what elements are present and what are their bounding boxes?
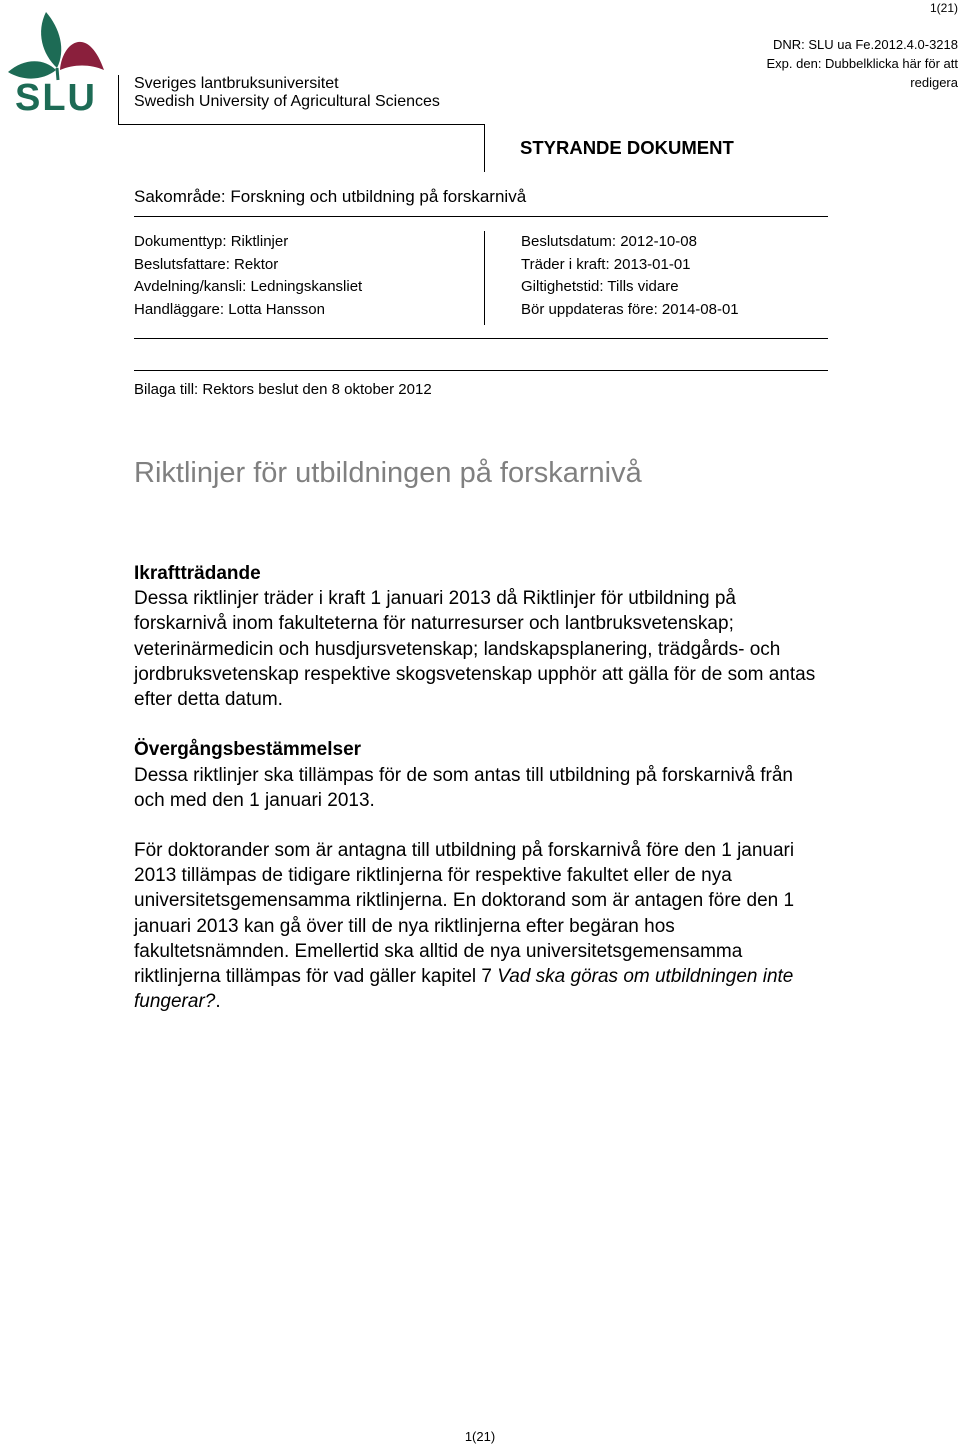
section-heading-ikrafttradande: Ikraftträdande	[134, 563, 261, 584]
organisation-name	[134, 75, 440, 111]
effective-date: Träder i kraft: 2013-01-01	[521, 255, 691, 273]
body-line: efter detta datum.	[134, 688, 283, 710]
logo-wordmark: SLU	[15, 77, 97, 114]
department: Avdelning/kansli: Ledningskansliet	[134, 278, 363, 296]
decision-maker: Beslutsfattare: Rektor	[134, 255, 279, 273]
header-frame-right	[484, 124, 485, 172]
logo-leaf-left-green	[8, 61, 56, 78]
logo-leaf-top-green	[41, 12, 61, 68]
header-frame-left	[118, 75, 119, 125]
metadata-left-column	[134, 231, 362, 322]
validity-period: Giltighetstid: Tills vidare	[521, 278, 679, 296]
expedition-date-line-2: redigera	[910, 75, 958, 90]
dnr-number: DNR: SLU ua Fe.2012.4.0-3218	[773, 37, 958, 52]
body-text-regular: riktlinjerna tillämpas för vad gäller kapitel 7	[134, 966, 498, 987]
organisation-name-english: Swedish University of Agricultural Sciences	[134, 93, 440, 110]
document-class: STYRANDE DOKUMENT	[520, 137, 734, 158]
metadata-column-divider	[484, 231, 485, 325]
body-line: 2013 tillämpas de tidigare riktlinjerna för respektive fakultet eller de nya	[134, 865, 732, 887]
body-line-mixed	[134, 964, 815, 989]
divider-1	[134, 216, 828, 217]
body-line: januari 2013 kan gå över till de nya riktlinjerna efter begäran hos	[134, 915, 675, 937]
attachment-reference: Bilaga till: Rektors beslut den 8 oktober 2012	[134, 381, 432, 398]
divider-2	[134, 338, 828, 339]
body-line: Dessa riktlinjer ska tillämpas för de som antas till utbildning på forskarnivå från	[134, 764, 793, 786]
expedition-date-line-1: Exp. den: Dubbelklicka här för att	[766, 56, 958, 71]
page-number-top: 1(21)	[929, 1, 958, 15]
body-line: Dessa riktlinjer träder i kraft 1 januari 2013 då Riktlinjer för utbildning på	[134, 588, 736, 610]
body-line: forskarnivå inom fakulteterna för naturresurser och lantbruksvetenskap;	[134, 613, 734, 635]
body-line-mixed	[134, 989, 815, 1014]
paragraph-gap	[134, 712, 815, 737]
body-text-regular: .	[215, 991, 221, 1013]
organisation-name-swedish: Sveriges lantbruksuniversitet	[134, 75, 339, 92]
metadata-right-column	[521, 231, 739, 322]
header-frame-bottom	[118, 124, 485, 125]
document-type: Dokumenttyp: Riktlinjer	[134, 233, 289, 250]
body-line: universitetsgemensamma riktlinjerna. En doktorand som är antagen före den 1	[134, 890, 795, 912]
page-number-bottom: 1(21)	[464, 1429, 496, 1444]
subject-area: Sakområde: Forskning och utbildning på forskarnivå	[134, 187, 527, 206]
body-line: veterinärmedicin och husdjursvetenskap; landskapsplanering, trädgårds- och	[134, 638, 781, 660]
document-title: Riktlinjer för utbildningen på forskarnivå	[134, 457, 642, 489]
chapter-title-italic: fungerar?	[134, 991, 216, 1013]
body-line: och med den 1 januari 2013.	[134, 789, 375, 811]
body-line: jordbruksvetenskap respektive skogsvetenskap upphör att gälla för de som antas	[134, 663, 816, 685]
registration-block	[767, 35, 959, 92]
logo-leaf-right-maroon	[60, 42, 104, 70]
body-line: fakultetsnämnden. Emellertid ska alltid de nya universitetsgemensamma	[134, 940, 743, 962]
divider-3	[134, 370, 828, 371]
body-line: För doktorander som är antagna till utbildning på forskarnivå före den 1 januari	[134, 840, 795, 862]
paragraph-gap	[134, 813, 815, 838]
decision-date: Beslutsdatum: 2012-10-08	[521, 233, 697, 250]
section-heading-overgangsbestammelser: Övergångsbestämmelser	[134, 739, 362, 761]
review-date: Bör uppdateras före: 2014-08-01	[521, 301, 739, 319]
document-body	[134, 561, 815, 1014]
slu-logo	[4, 8, 108, 114]
chapter-title-italic: Vad ska göras om utbildningen inte	[497, 966, 794, 987]
case-officer: Handläggare: Lotta Hansson	[134, 301, 325, 319]
